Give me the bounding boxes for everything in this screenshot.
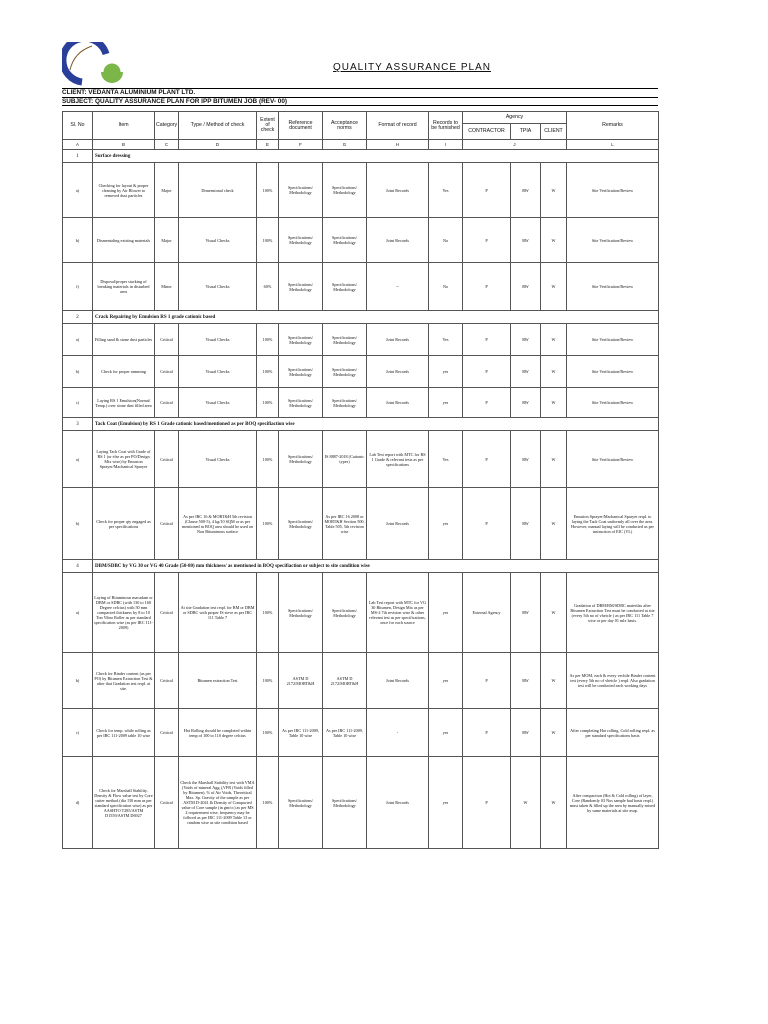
row-client: W <box>541 431 567 488</box>
row-acceptance: IS 8887-2018 (Cationic types) <box>323 431 367 488</box>
row-records: yes <box>429 356 463 388</box>
row-acceptance: Specifications/ Methodology <box>323 388 367 418</box>
column-letter: E <box>257 140 279 150</box>
row-reference: ASTM D 2172/MORT&H <box>279 653 323 709</box>
row-records: Yes <box>429 431 463 488</box>
row-reference: Specifications/ Methodology <box>279 431 323 488</box>
row-tpia: RW <box>511 263 541 311</box>
row-acceptance: As per IRC 16 2008 or MORT&H Section 500, Table 505, 5th revision wise <box>323 488 367 560</box>
section-header-row <box>63 418 659 431</box>
row-acceptance: Specifications/ Methodology <box>323 218 367 263</box>
row-type: Visual Checks <box>179 431 257 488</box>
row-extent: 100% <box>257 218 279 263</box>
row-extent: 100% <box>257 653 279 709</box>
row-remarks: Site Verification/Review <box>567 163 659 218</box>
row-remarks: Site Verification/Review <box>567 263 659 311</box>
row-category: Minor <box>155 263 179 311</box>
section-number: 1 <box>63 150 93 163</box>
row-reference: Specifications/ Methodology <box>279 573 323 653</box>
row-client: W <box>541 263 567 311</box>
row-type: Visual Checks <box>179 388 257 418</box>
row-reference: Specifications/ Methodology <box>279 263 323 311</box>
row-sl-no: b) <box>63 218 93 263</box>
row-extent: 100% <box>257 356 279 388</box>
row-remarks: Gradation of DBM/BM/SDBC materilas after Bitumen Extraction Test must be conducted at site (every 5th no of vheicle ) as per IRC 111 Table 7 wise or per day 01 mlx basis. <box>567 573 659 653</box>
row-format: Joint Records <box>367 388 429 418</box>
row-category: Critical <box>155 757 179 849</box>
row-contractor: P <box>463 388 511 418</box>
row-records: yes <box>429 388 463 418</box>
row-item: Laying Tack Coat with Grade of RS 1 (or else as per PO/Design Mix wise) by Emusion Sprayer/Machanical Sparyer <box>93 431 155 488</box>
row-tpia: RW <box>511 324 541 356</box>
company-logo <box>62 42 152 94</box>
row-format: Lab Test report with MTC for RS 1 Grade & relevant tests as per specifications <box>367 431 429 488</box>
row-sl-no: a) <box>63 573 93 653</box>
column-letter: A <box>63 140 93 150</box>
header-sl-no: Sl. No <box>63 112 93 140</box>
row-category: Critical <box>155 653 179 709</box>
row-records: yes <box>429 653 463 709</box>
row-format: -- <box>367 263 429 311</box>
row-item: Disposal/proper stacking of breaking materials in disturbed area <box>93 263 155 311</box>
row-category: Major <box>155 218 179 263</box>
row-records: No <box>429 263 463 311</box>
row-type: Bitumen extraction Test <box>179 653 257 709</box>
table-row <box>63 163 659 218</box>
row-type: Visual Checks <box>179 324 257 356</box>
row-category: Critical <box>155 709 179 757</box>
row-records: yes <box>429 488 463 560</box>
row-records: No <box>429 218 463 263</box>
row-item: Check for proper ramming <box>93 356 155 388</box>
row-records: yes <box>429 573 463 653</box>
table-row <box>63 356 659 388</box>
qap-table <box>62 111 659 849</box>
row-contractor: P <box>463 356 511 388</box>
row-client: W <box>541 388 567 418</box>
section-title: Tack Coat (Emulsion) by RS 1 Grade cationic based/mentioned as per BOQ specifiaction wise <box>93 418 659 431</box>
row-type: Dimensional check <box>179 163 257 218</box>
row-acceptance: ASTM D 2172/MORT&H <box>323 653 367 709</box>
row-sl-no: f) <box>63 263 93 311</box>
row-type: Visual Checks <box>179 356 257 388</box>
header-item: Item <box>93 112 155 140</box>
table-row <box>63 573 659 653</box>
header-remarks: Remarks <box>567 112 659 140</box>
section-title: Crack Repairing by Emulsion RS 1 grade cationic based <box>93 311 659 324</box>
row-contractor: P <box>463 431 511 488</box>
column-letter: B <box>93 140 155 150</box>
row-client: W <box>541 218 567 263</box>
table-row <box>63 324 659 356</box>
row-remarks: Site Verification/Review <box>567 431 659 488</box>
row-remarks: After completing Hot rolling, Cold rolling reqd. as per standard specifications basis <box>567 709 659 757</box>
row-acceptance: Specifications/ Methodology <box>323 163 367 218</box>
row-category: Major <box>155 163 179 218</box>
row-extent: 100% <box>257 431 279 488</box>
row-contractor: P <box>463 653 511 709</box>
row-contractor: P <box>463 324 511 356</box>
row-item: Laying RS 1 Emulsion(Normal Temp.) over stone dust filled area <box>93 388 155 418</box>
row-type: Hot Rolling should be completed within temp of 100 to 110 degree celcius <box>179 709 257 757</box>
section-title: DBM/SDBC by VG 30 or VG 40 Grade (50-80) mm thickness/ as mentioned in BOQ specifiaction or subject to site condition wise <box>93 560 659 573</box>
row-sl-no: a) <box>63 324 93 356</box>
column-letter: F <box>279 140 323 150</box>
table-row <box>63 488 659 560</box>
row-contractor: P <box>463 757 511 849</box>
row-type: Check the Marshall Stability test with VMA (Voids of mineral Agg.),VFB (Voids filled by Bitumen), % of Air Voids, Theoritical Max. Sp. Gravity of the sample as per ASTM D-2041 & Density of Compacted value of Core sample (in gm/cc) as per MS 2 requirement wise, frequency may be follwed as per IRC 111-2009 Table 13 or random wise as site condition based <box>179 757 257 849</box>
column-letter: D <box>179 140 257 150</box>
row-format: Lab Test report with MTC for VG 30 Bitumen, Design Mix as per MS-2 7th revision wise & other relevant test as per specifications, once for each source <box>367 573 429 653</box>
row-reference: Specifications/ Methodology <box>279 356 323 388</box>
row-remarks: As per MOM, each & every vechile Binder content test (every 5th no of vheicle ) reqd. Also gradation test will be conducted each working days <box>567 653 659 709</box>
row-category: Critical <box>155 573 179 653</box>
row-item: Dismentaling existing materials <box>93 218 155 263</box>
section-number: 4 <box>63 560 93 573</box>
row-client: W <box>541 163 567 218</box>
row-format: Joint Records <box>367 488 429 560</box>
row-reference: Specifications/ Methodology <box>279 388 323 418</box>
row-item: Filling sand & stone dust particles <box>93 324 155 356</box>
header-contractor: CONTRACTOR <box>463 124 511 140</box>
row-format: Joint Records <box>367 757 429 849</box>
row-contractor: P <box>463 488 511 560</box>
row-remarks: Site Verification/Review <box>567 356 659 388</box>
row-reference: Specifications/ Methodology <box>279 218 323 263</box>
row-item: Check for Marshall Stability, Density & Flow value test by Core cutter method (dia 150 mm as per standard specification wise) as per AASHTO T285/ASTM D1559/ASTM D6927 <box>93 757 155 849</box>
section-number: 3 <box>63 418 93 431</box>
header-acceptance: Acceptance norms <box>323 112 367 140</box>
table-row <box>63 263 659 311</box>
row-type: As per IRC 16 & MORT&H 5th revision (Clause 500-5), 4 kg/10 SQM or as per mentioned in BOQ area should be used on Non Bituminous surface <box>179 488 257 560</box>
section-title: Surface dressing <box>93 150 659 163</box>
row-extent: 60% <box>257 263 279 311</box>
row-client: W <box>541 653 567 709</box>
row-contractor: P <box>463 218 511 263</box>
row-extent: 100% <box>257 324 279 356</box>
section-number: 2 <box>63 311 93 324</box>
row-reference: Specifications/ Methodology <box>279 757 323 849</box>
subject-line: SUBJECT: QUALITY ASSURANCE PLAN FOR IPP BITUMEN JOB (REV- 00) <box>62 97 658 106</box>
row-client: W <box>541 709 567 757</box>
row-format: Joint Records <box>367 324 429 356</box>
qap-table-body <box>63 150 659 849</box>
row-records: yes <box>429 757 463 849</box>
header-agency: Agency <box>463 112 567 124</box>
row-type: Visual Checks <box>179 263 257 311</box>
row-tpia: RW <box>511 431 541 488</box>
row-remarks: After compaction (Hot & Cold rolling) of layer, Core (Randomly 03 Nos sample bad basis reqd.) must taken & filled up the area by manually mixed by same materials at site asap. <box>567 757 659 849</box>
row-tpia: RW <box>511 653 541 709</box>
row-item: Checking for layout & proper cleaning by Air Blower to removed dust particles <box>93 163 155 218</box>
header-format: Format of record <box>367 112 429 140</box>
row-acceptance: Specifications/ Methodology <box>323 757 367 849</box>
row-format: Joint Records <box>367 163 429 218</box>
row-sl-no: b) <box>63 488 93 560</box>
table-row <box>63 757 659 849</box>
row-sl-no: c) <box>63 388 93 418</box>
row-category: Critical <box>155 356 179 388</box>
row-remarks: Site Verification/Review <box>567 324 659 356</box>
row-type: At site Gradation test reqd. for BM or DBM or SDBC with proper IS sieve as per IRC 111 Table 7 <box>179 573 257 653</box>
header-category: Category <box>155 112 179 140</box>
row-tpia: RW <box>511 218 541 263</box>
row-remarks: Site Verification/Review <box>567 388 659 418</box>
column-letter: L <box>567 140 659 150</box>
row-reference: Specifications/ Methodology <box>279 488 323 560</box>
column-letter: C <box>155 140 179 150</box>
row-category: Critical <box>155 488 179 560</box>
header-client: CLIENT <box>541 124 567 140</box>
row-tpia: W <box>511 757 541 849</box>
row-records: Yes <box>429 324 463 356</box>
row-client: W <box>541 757 567 849</box>
row-contractor: External Agency <box>463 573 511 653</box>
row-format: - <box>367 709 429 757</box>
row-category: Critical <box>155 388 179 418</box>
table-row <box>63 388 659 418</box>
row-acceptance: Specifications/ Methodology <box>323 263 367 311</box>
row-records: Yes <box>429 163 463 218</box>
row-type: Visual Checks <box>179 218 257 263</box>
row-reference: Specifications/ Methodology <box>279 163 323 218</box>
row-extent: 100% <box>257 163 279 218</box>
row-extent: 100% <box>257 709 279 757</box>
row-extent: 100% <box>257 388 279 418</box>
row-acceptance: As per IRC 111-2009, Table 10 wise <box>323 709 367 757</box>
header-type: Type / Method of check <box>179 112 257 140</box>
row-extent: 100% <box>257 573 279 653</box>
row-format: Joint Records <box>367 653 429 709</box>
row-extent: 100% <box>257 488 279 560</box>
row-acceptance: Specifications/ Methodology <box>323 324 367 356</box>
header-extent: Extent of check <box>257 112 279 140</box>
row-contractor: P <box>463 163 511 218</box>
row-acceptance: Specifications/ Methodology <box>323 356 367 388</box>
header-tpia: TPIA <box>511 124 541 140</box>
row-sl-no: c) <box>63 709 93 757</box>
row-sl-no: a) <box>63 431 93 488</box>
row-item: Laying of Bituminous macadam or DBM or SDBC (with 130 to 160 Degree celcius) with 50 mm compacted thickness by 8 to 10 Ton Vibro Roller as per standard specification wise (as per IRC 111-2009) <box>93 573 155 653</box>
row-remarks: Site Verification/Review <box>567 218 659 263</box>
row-tpia: RW <box>511 488 541 560</box>
row-tpia: RW <box>511 356 541 388</box>
table-row <box>63 218 659 263</box>
column-letter: I <box>429 140 463 150</box>
row-contractor: P <box>463 263 511 311</box>
row-acceptance: Specifications/ Methodology <box>323 573 367 653</box>
row-format: Joint Records <box>367 356 429 388</box>
section-header-row <box>63 311 659 324</box>
row-tpia: RW <box>511 573 541 653</box>
section-header-row <box>63 560 659 573</box>
row-client: W <box>541 573 567 653</box>
row-remarks: Emusion Sprayer/Machanical Sparyer reqd. to laying the Tack Coat uniformly all over the area. However, manual laying will be conducted as per instruction of EIC (VL) <box>567 488 659 560</box>
column-letter: G <box>323 140 367 150</box>
row-client: W <box>541 324 567 356</box>
row-records: yes <box>429 709 463 757</box>
row-contractor: P <box>463 709 511 757</box>
row-tpia: RW <box>511 163 541 218</box>
table-row <box>63 709 659 757</box>
column-letter: J <box>463 140 567 150</box>
row-item: Check for proper qty engaged as per specifications <box>93 488 155 560</box>
table-row <box>63 653 659 709</box>
section-header-row <box>63 150 659 163</box>
table-row <box>63 431 659 488</box>
row-item: Check for Binder content (as per PO) by Bitumen Extraction Test & after that Gradation test reqd. at site. <box>93 653 155 709</box>
page-title: QUALITY ASSURANCE PLAN <box>333 62 491 73</box>
row-reference: As per IRC 111-2009, Table 10 wise <box>279 709 323 757</box>
client-line: CLIENT: VEDANTA ALUMINIUM PLANT LTD. <box>62 88 658 96</box>
row-category: Critical <box>155 431 179 488</box>
row-item: Check for temp. while rolling as per IRC 111-2009 table 10 wise <box>93 709 155 757</box>
row-format: Joint Records <box>367 218 429 263</box>
row-client: W <box>541 356 567 388</box>
row-reference: Specifications/ Methodology <box>279 324 323 356</box>
row-sl-no: b) <box>63 356 93 388</box>
row-extent: 100% <box>257 757 279 849</box>
row-tpia: RW <box>511 388 541 418</box>
header-reference: Reference document <box>279 112 323 140</box>
column-letter: H <box>367 140 429 150</box>
row-sl-no: d) <box>63 757 93 849</box>
row-sl-no: a) <box>63 163 93 218</box>
row-sl-no: b) <box>63 653 93 709</box>
row-category: Critical <box>155 324 179 356</box>
row-tpia: RW <box>511 709 541 757</box>
header-records: Records to be furnished <box>429 112 463 140</box>
row-client: W <box>541 488 567 560</box>
